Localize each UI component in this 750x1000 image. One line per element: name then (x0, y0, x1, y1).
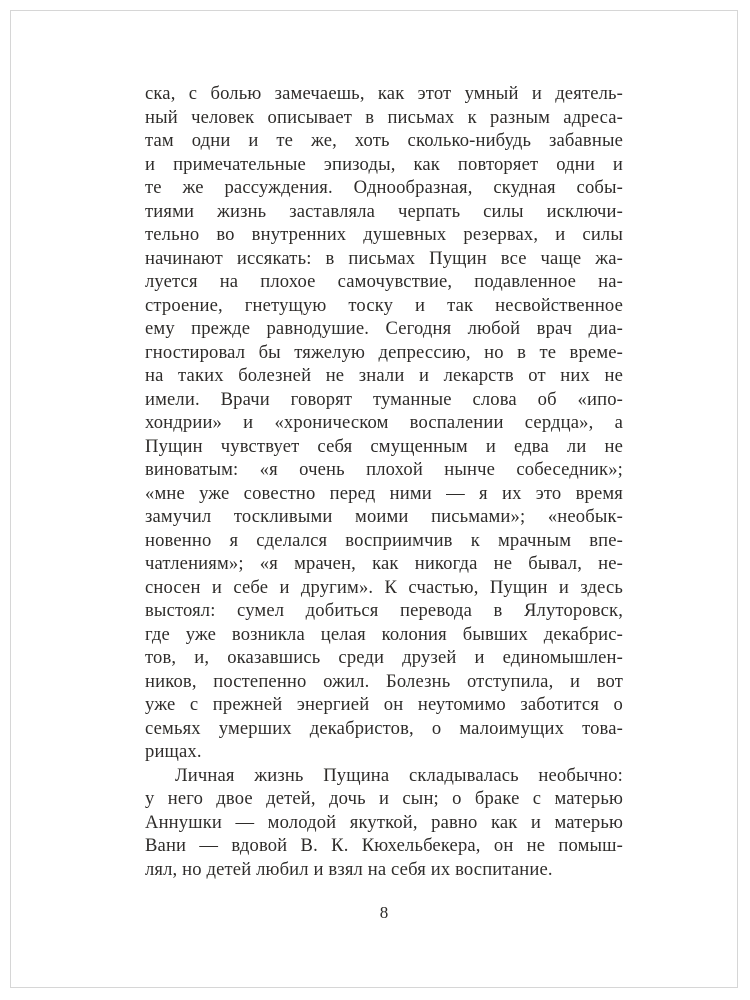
page-text (145, 82, 623, 881)
text-line: ему прежде равнодушие. Сегодня любой врач диа- (145, 318, 623, 339)
text-line: гностировал бы тяжелую депрессию, но в те време- (145, 341, 623, 363)
text-line: у него двое детей, дочь и сын; о браке с матерью (145, 788, 623, 809)
text-line: чатлениям»; «я мрачен, как никогда не бывал, не- (145, 553, 623, 574)
text-line: Вани — вдовой В. К. Кюхельбекера, он не помыш- (145, 835, 623, 856)
text-line: ска, с болью замечаешь, как этот умный и деятель- (145, 83, 623, 104)
text-line: семьях умерших декабристов, о малоимущих това- (145, 717, 623, 739)
text-line: лял, но детей любил и взял на себя их воспитание. (145, 858, 553, 880)
text-line: Личная жизнь Пущина складывалась необычно: (175, 764, 623, 786)
page-number: 8 (379, 903, 389, 922)
text-line: выстоял: сумел добиться перевода в Ялуторовск, (145, 600, 623, 621)
text-line: замучил тоскливыми моими письмами»; «необык- (145, 506, 623, 527)
text-line: сносен и себе и другим». К счастью, Пущин и здесь (145, 576, 623, 598)
text-line: «мне уже совестно перед ними — я их это время (145, 482, 623, 504)
text-line: начинают иссякать: в письмах Пущин все чаще жа- (145, 247, 623, 269)
text-line: где уже возникла целая колония бывших декабрис- (145, 623, 623, 645)
text-line: луется на плохое самочувствие, подавленное на- (145, 271, 623, 292)
text-line: на таких болезней не знали и лекарств от них не (145, 365, 623, 386)
text-line: те же рассуждения. Однообразная, скудная собы- (145, 177, 623, 198)
text-line: ников, постепенно ожил. Болезнь отступила, и вот (145, 670, 623, 692)
text-line: хондрии» и «хроническом воспалении сердца», а (145, 412, 623, 433)
text-line: уже с прежней энергией он неутомимо заботится о (145, 694, 623, 715)
text-line: имели. Врачи говорят туманные слова об «ипо- (145, 388, 623, 410)
text-line: Аннушки — молодой якуткой, равно как и матерью (145, 811, 623, 833)
text-line: новенно я сделался восприимчив к мрачным впе- (145, 529, 623, 551)
text-line: тиями жизнь заставляла черпать силы исключи- (145, 200, 623, 222)
text-line: строение, гнетущую тоску и так несвойственное (145, 294, 623, 316)
text-line: тельно во внутренних душевных резервах, и силы (145, 224, 623, 245)
text-line: рищах. (145, 741, 202, 762)
text-line: ный человек описывает в письмах к разным адреса- (145, 106, 623, 128)
text-line: тов, и, оказавшись среди друзей и единомышлен- (145, 647, 623, 668)
text-line: Пущин чувствует себя смущенным и едва ли не (145, 435, 623, 457)
text-line: там одни и те же, хоть сколько-нибудь забавные (145, 130, 623, 151)
text-line: виноватым: «я очень плохой нынче собеседник»; (145, 459, 623, 480)
text-line: и примечательные эпизоды, как повторяет одни и (145, 153, 623, 175)
